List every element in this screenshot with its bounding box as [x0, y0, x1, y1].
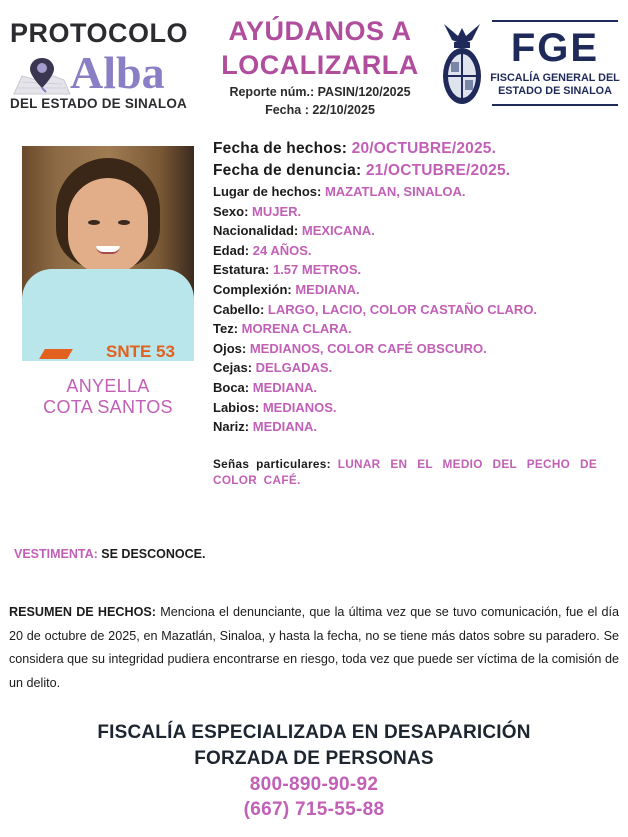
- detail-row: [213, 319, 613, 339]
- distinctive-marks-value: LUNAR EN EL MEDIO DEL PECHO DE COLOR CAFÉ.: [213, 457, 597, 487]
- detail-row: [213, 300, 613, 320]
- detail-value: MEXICANA.: [301, 223, 375, 239]
- detail-row: [213, 417, 613, 437]
- logo-subtitle: DEL ESTADO DE SINALOA: [10, 96, 187, 111]
- detail-row: [213, 358, 613, 378]
- detail-value: MEDIANA.: [295, 281, 360, 297]
- fge-name-line-2: ESTADO DE SINALOA: [498, 85, 612, 97]
- phone-toll-free[interactable]: 800-890-90-92: [249, 774, 379, 795]
- clothing-label: VESTIMENTA:: [14, 547, 102, 561]
- detail-label: Boca:: [213, 379, 253, 395]
- detail-row: [213, 339, 613, 359]
- fge-rule-bottom: [492, 104, 618, 106]
- detail-value: DELGADAS.: [255, 360, 333, 376]
- fge-rule-top: [492, 20, 618, 22]
- detail-value: MUJER.: [252, 203, 302, 219]
- missing-person-photo: [22, 146, 194, 361]
- state-seal-icon: [440, 18, 484, 108]
- detail-label: Nariz:: [213, 419, 253, 435]
- person-last-names: COTA SANTOS: [43, 397, 173, 417]
- detail-value: MEDIANA.: [252, 379, 318, 395]
- detail-label: Ojos:: [213, 340, 250, 356]
- detail-label: Tez:: [213, 321, 242, 337]
- agency-line-2: FORZADA DE PERSONAS: [194, 748, 434, 769]
- detail-row: [213, 241, 613, 261]
- detail-value: MEDIANOS, COLOR CAFÉ OBSCURO.: [249, 340, 487, 356]
- detail-row: [213, 260, 613, 280]
- detail-value: 24 AÑOS.: [252, 242, 312, 258]
- detail-row: [213, 280, 613, 300]
- detail-label: Sexo:: [213, 203, 253, 219]
- detail-value: LARGO, LACIO, COLOR CASTAÑO CLARO.: [267, 301, 538, 317]
- headline-line-1: AYÚDANOS A: [228, 16, 412, 46]
- detail-label: Complexión:: [213, 281, 296, 297]
- summary-text: Menciona el denunciante, que la última vez que se tuvo comunicación, fue el día 20 de octubre de 2025, en Mazatlán, Sinaloa, y hasta la fecha, no se tiene más datos sobre su paradero. Se considera que su integridad pudiera encontrarse en riesgo, toda vez que puede ser víctima de la comisión de un delito.: [9, 605, 619, 690]
- detail-value: MEDIANA.: [252, 419, 318, 435]
- detail-row: [213, 378, 613, 398]
- detail-row: [213, 398, 613, 418]
- distinctive-marks-label: Señas particulares:: [213, 457, 338, 471]
- summary-of-events: [9, 601, 619, 695]
- logo-protocolo-text: PROTOCOLO: [10, 18, 189, 48]
- distinctive-marks: [213, 456, 597, 488]
- detail-value: 21/OCTUBRE/2025.: [365, 162, 511, 179]
- contact-footer: [0, 720, 628, 822]
- shirt-logo-text: SNTE 53: [106, 342, 175, 361]
- shirt-logo-mark: [39, 349, 73, 359]
- fge-name-line-1: FISCALÍA GENERAL DEL: [490, 72, 620, 84]
- person-first-name: ANYELLA: [66, 376, 150, 396]
- detail-label: Lugar de hechos:: [213, 184, 325, 199]
- detail-row: [213, 138, 613, 160]
- detail-label: Nacionalidad:: [213, 223, 302, 239]
- report-number: Reporte núm.: PASIN/120/2025: [229, 85, 411, 99]
- detail-row: [213, 160, 613, 182]
- detail-label: Cejas:: [213, 360, 256, 376]
- person-name: [22, 376, 194, 418]
- detail-row: [213, 202, 613, 222]
- header-center: [210, 14, 430, 118]
- detail-label: Cabello:: [213, 301, 268, 317]
- detail-row: [213, 221, 613, 241]
- phone-local[interactable]: (667) 715-55-88: [243, 799, 385, 820]
- detail-value: MEDIANOS.: [262, 399, 337, 415]
- fge-logo: [436, 14, 622, 109]
- map-pin-icon: [12, 54, 72, 96]
- clothing: [14, 547, 205, 561]
- detail-label: Labios:: [213, 399, 263, 415]
- detail-row: [213, 182, 613, 202]
- detail-value: MAZATLAN, SINALOA.: [324, 184, 466, 199]
- protocolo-alba-logo: [8, 14, 200, 114]
- summary-label: RESUMEN DE HECHOS:: [9, 605, 156, 619]
- person-details: [213, 138, 613, 437]
- detail-label: Edad:: [213, 242, 253, 258]
- detail-label: Fecha de denuncia:: [213, 162, 366, 179]
- fge-acronym: FGE: [510, 26, 600, 70]
- headline-line-2: LOCALIZARLA: [221, 50, 419, 80]
- detail-label: Estatura:: [213, 262, 273, 278]
- clothing-value: SE DESCONOCE.: [101, 547, 206, 561]
- agency-line-1: FISCALÍA ESPECIALIZADA EN DESAPARICIÓN: [97, 722, 531, 743]
- logo-alba-text: Alba: [70, 47, 165, 98]
- detail-value: MORENA CLARA.: [241, 321, 352, 337]
- detail-label: Fecha de hechos:: [213, 140, 352, 157]
- fge-name: [484, 72, 626, 98]
- detail-value: 20/OCTUBRE/2025.: [351, 140, 497, 157]
- detail-value: 1.57 METROS.: [272, 262, 362, 278]
- report-date: Fecha : 22/10/2025: [265, 103, 375, 117]
